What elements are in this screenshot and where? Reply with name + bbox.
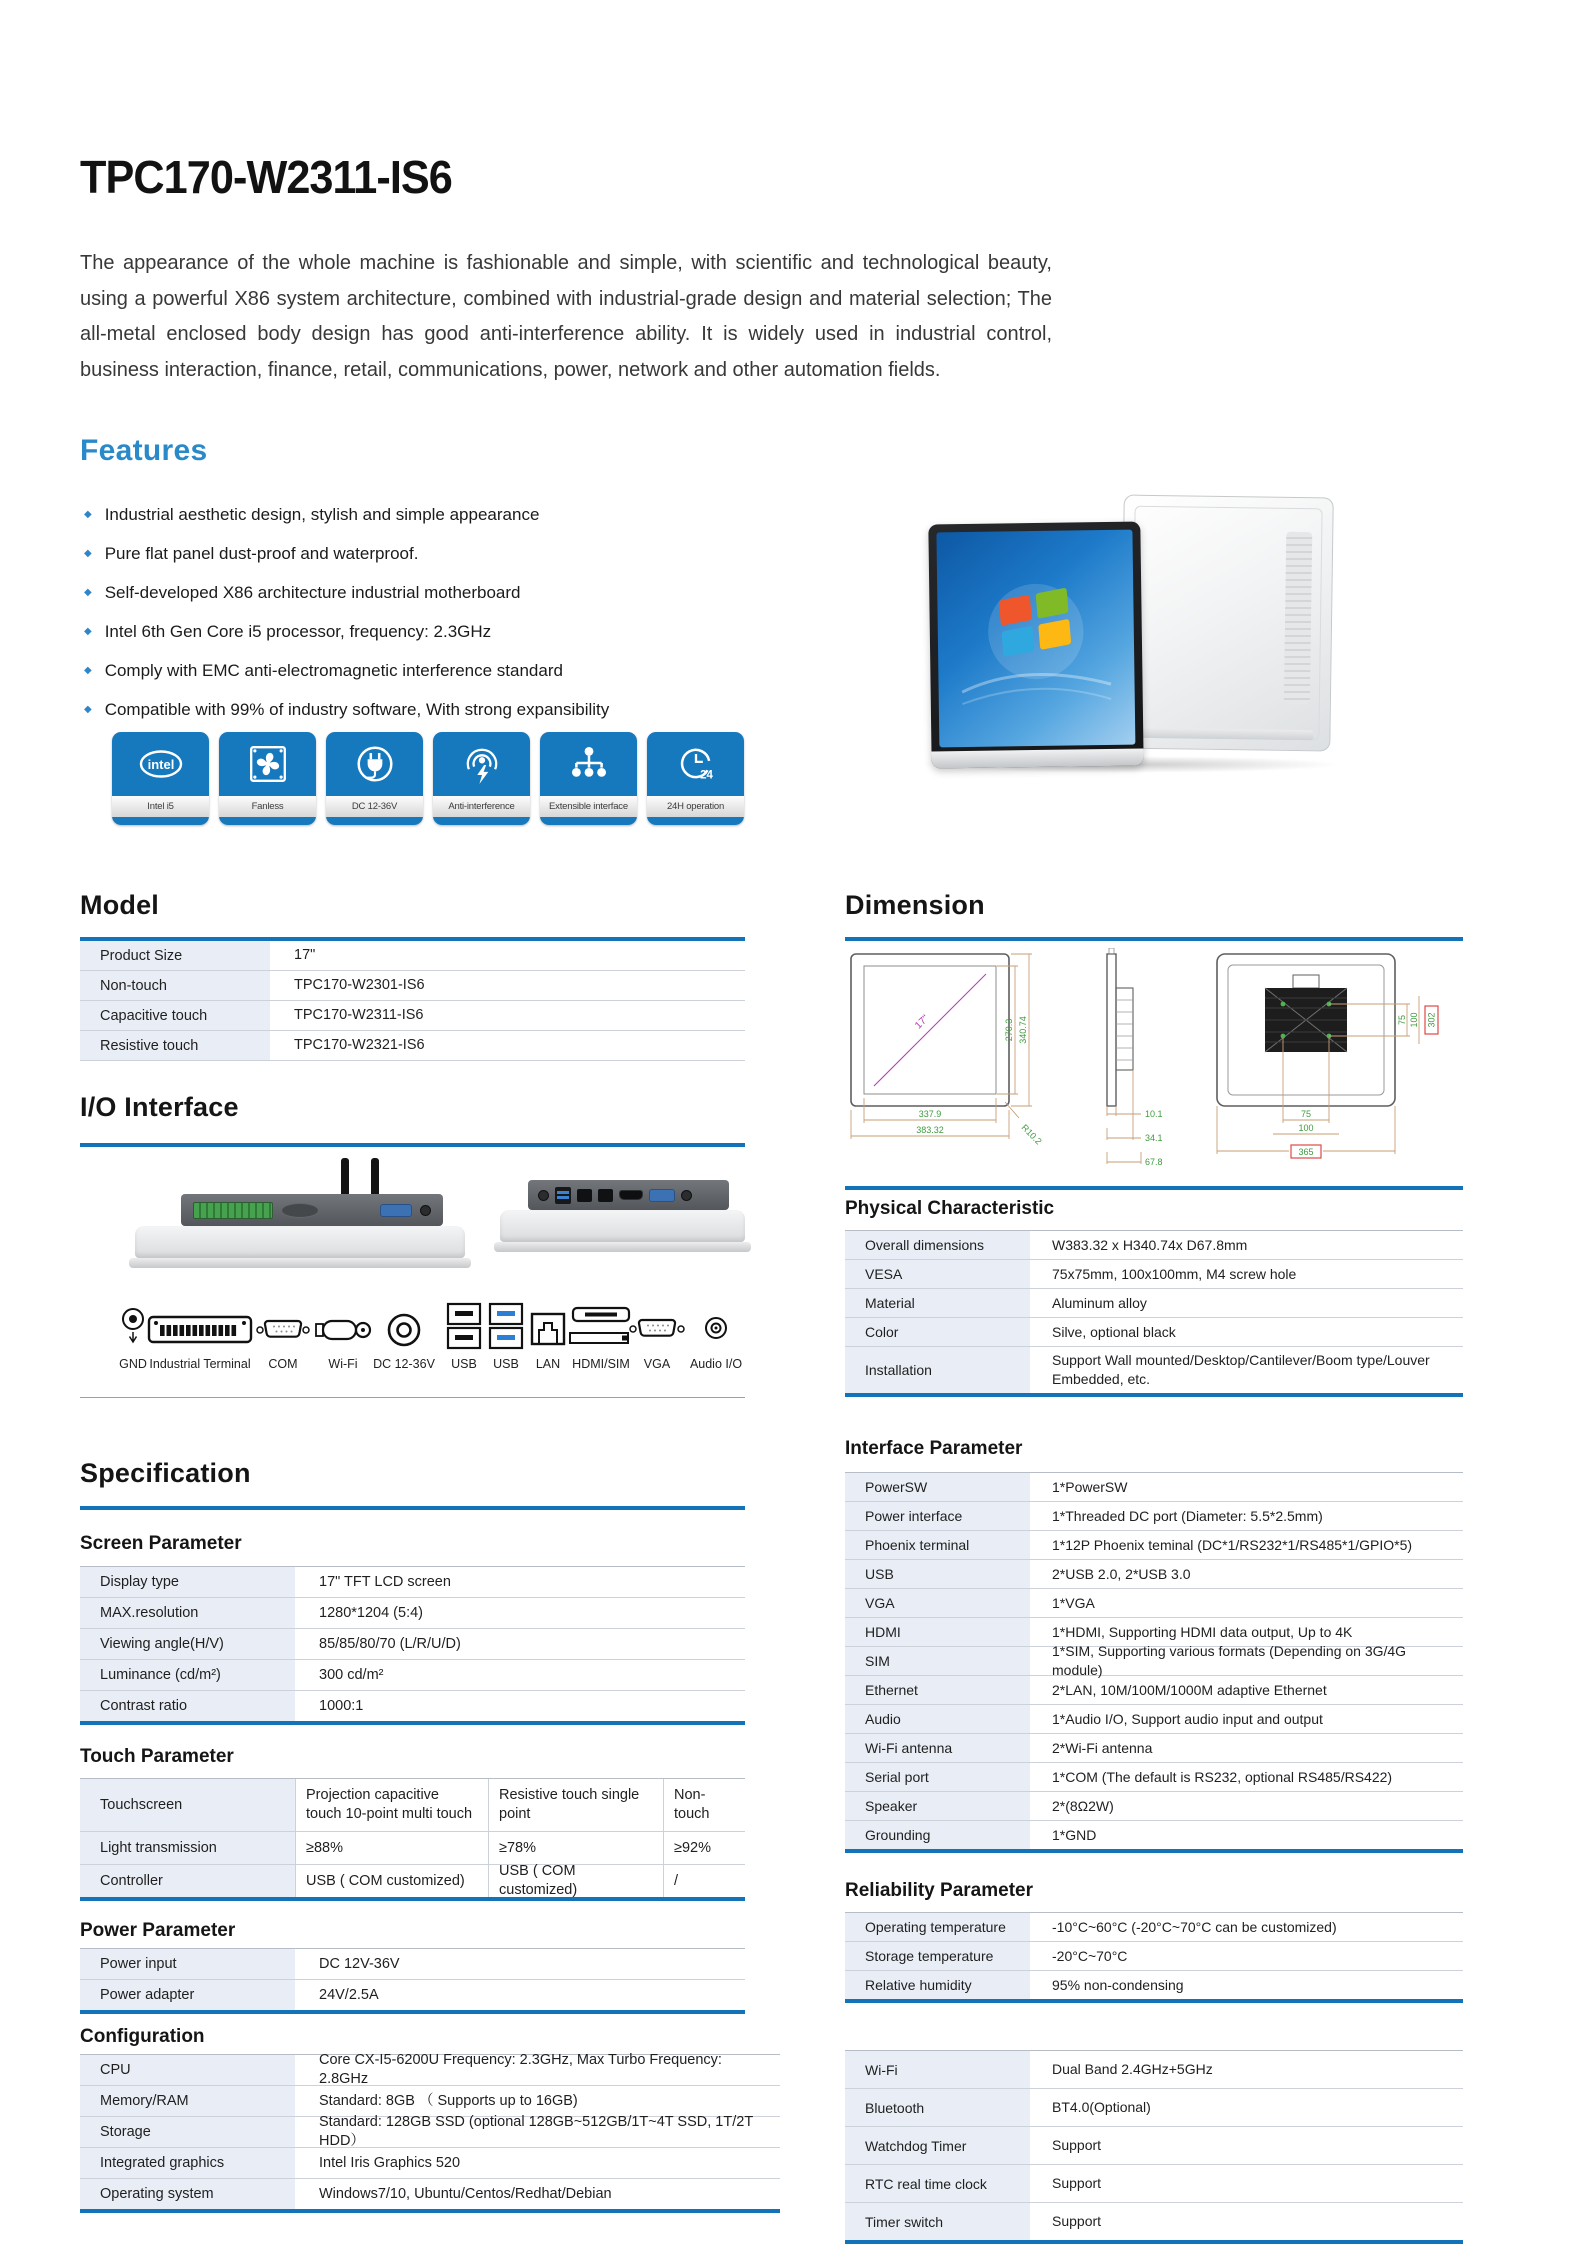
row-value: Dual Band 2.4GHz+5GHz <box>1052 2061 1213 2077</box>
svg-text:34.1: 34.1 <box>1145 1133 1163 1143</box>
row-label: Contrast ratio <box>80 1691 295 1721</box>
features-list <box>84 505 844 739</box>
table-row <box>845 1502 1463 1531</box>
table-row <box>845 1318 1463 1347</box>
row-value: W383.32 x H340.74x D67.8mm <box>1052 1236 1248 1253</box>
interface-section-title: Interface Parameter <box>845 1438 1023 1459</box>
antenna-base <box>420 1205 431 1216</box>
product-description: The appearance of the whole machine is fashionable and simple, with scientific and technological beauty, using a powerful X86 system architecture, combined with industrial-grade design and material selection; The all-metal enclosed body design has good anti-interference ability. It is widely used in industrial control, business interaction, finance, retail, communications, power, network and other automation fields. <box>80 252 1052 381</box>
table-row <box>845 1913 1463 1942</box>
table-row <box>845 1705 1463 1734</box>
row-label: USB <box>845 1560 1030 1588</box>
table-row <box>80 1567 745 1598</box>
port-label: HDMI/SIM <box>572 1357 630 1371</box>
port-usb3 <box>486 1300 526 1371</box>
row-value: 1*HDMI, Supporting HDMI data output, Up to 4K <box>1052 1623 1353 1640</box>
table-row <box>845 1734 1463 1763</box>
wifi-antenna <box>341 1158 349 1198</box>
row-label: Watchdog Timer <box>845 2127 1030 2164</box>
row-value: -20°C~70°C <box>1052 1947 1128 1964</box>
table-row <box>845 1473 1463 1502</box>
interface-table <box>845 1472 1463 1853</box>
row-value: 1*SIM, Supporting various formats (Depending on 3G/4G module) <box>1052 1643 1407 1678</box>
svg-text:75: 75 <box>1300 1109 1312 1119</box>
feature-text: Comply with EMC anti-electromagnetic interference standard <box>104 661 563 680</box>
row-label: Power interface <box>845 1502 1030 1530</box>
dimension-rear-view <box>1217 954 1438 1158</box>
row-value: 1*COM (The default is RS232, optional RS485/RS422) <box>1052 1768 1393 1785</box>
front-chin <box>931 749 1143 769</box>
svg-text:67.8: 67.8 <box>1145 1157 1163 1167</box>
row-label: VGA <box>845 1589 1030 1617</box>
table-row <box>845 2165 1463 2203</box>
feature-item <box>84 700 844 720</box>
port-audio <box>686 1300 746 1371</box>
reliability-table <box>845 1912 1463 2003</box>
row-value: 1*12P Phoenix teminal (DC*1/RS232*1/RS485*1/GPIO*5) <box>1052 1536 1413 1553</box>
specification-rule <box>80 1506 745 1510</box>
row-value: USB ( COM customized) <box>295 1865 488 1897</box>
badge-label: Anti-interference <box>433 796 530 817</box>
badge-dc-power <box>326 732 423 825</box>
dc-power-icon <box>354 743 396 785</box>
row-value: 17" TFT LCD screen <box>319 1573 451 1590</box>
device-body <box>135 1226 465 1258</box>
svg-text:75: 75 <box>1397 1014 1407 1026</box>
row-value: Windows7/10, Ubuntu/Centos/Redhat/Debian <box>319 2185 612 2202</box>
badge-extensible-interface <box>540 732 637 825</box>
row-value: TPC170-W2301-IS6 <box>294 977 425 993</box>
audio-icon <box>701 1306 731 1352</box>
features-heading: Features <box>80 434 208 467</box>
row-value: Standard: 128GB SSD (optional 128GB~512GB/1T~4T SSD, 1T/2T HDD） <box>319 2114 753 2149</box>
power-button <box>538 1190 549 1201</box>
product-rear-view <box>1120 495 1334 752</box>
wifi-antenna <box>371 1158 379 1198</box>
row-value: Intel Iris Graphics 520 <box>319 2154 461 2171</box>
physical-rule <box>845 1186 1463 1190</box>
svg-text:R10.2: R10.2 <box>1019 1122 1044 1147</box>
vga-port <box>380 1204 412 1217</box>
model-table <box>80 941 745 1061</box>
port-label: Industrial Terminal <box>149 1357 251 1371</box>
table-row <box>845 1792 1463 1821</box>
port-industrial-terminal <box>145 1300 255 1371</box>
row-label: Operating temperature <box>845 1913 1030 1941</box>
badge-fanless <box>219 732 316 825</box>
table-row <box>80 1691 745 1721</box>
row-label: Integrated graphics <box>80 2148 295 2178</box>
rear-stand <box>1137 728 1313 740</box>
svg-text:270.3: 270.3 <box>1004 1018 1014 1042</box>
anti-interference-icon <box>461 743 503 785</box>
table-row <box>80 1031 745 1061</box>
svg-text:10.1: 10.1 <box>1145 1109 1163 1119</box>
table-row <box>845 1971 1463 1999</box>
table-row <box>80 1629 745 1660</box>
row-label: Touchscreen <box>80 1779 295 1831</box>
svg-text:24: 24 <box>699 769 713 782</box>
product-screen <box>936 530 1135 748</box>
row-value: BT4.0(Optional) <box>1052 2099 1151 2115</box>
row-value: 24V/2.5A <box>319 1986 379 2003</box>
row-label: Installation <box>845 1347 1030 1393</box>
table-row <box>845 1821 1463 1849</box>
screen-table <box>80 1566 745 1725</box>
port-com <box>253 1300 313 1371</box>
table-row <box>80 1865 745 1897</box>
table-row <box>845 2203 1463 2240</box>
dimension-rule <box>845 937 1463 941</box>
vga-icon <box>628 1306 686 1352</box>
specification-section-title: Specification <box>80 1458 251 1488</box>
bullet-diamond-icon: ◆ <box>84 587 92 598</box>
table-row <box>845 1560 1463 1589</box>
badge-intel-i5 <box>112 732 209 825</box>
table-row <box>80 2114 780 2149</box>
row-label: Grounding <box>845 1821 1030 1849</box>
device-bezel-edge <box>494 1242 751 1252</box>
row-value: TPC170-W2311-IS6 <box>294 1007 424 1023</box>
fanless-icon <box>247 743 289 785</box>
power-parameter-title: Power Parameter <box>80 1920 236 1941</box>
intel-logo-icon <box>138 748 184 780</box>
row-label: Non-touch <box>80 971 270 1000</box>
row-value: ≥92% <box>663 1832 745 1864</box>
row-value: 1*Threaded DC port (Diameter: 5.5*2.5mm) <box>1052 1507 1323 1524</box>
lan-port <box>598 1189 613 1202</box>
port-label: Audio I/O <box>689 1357 743 1371</box>
dimension-side-view <box>1107 948 1163 1167</box>
lan-icon <box>528 1306 568 1352</box>
feature-badges <box>112 732 744 825</box>
wireless-table <box>845 2050 1463 2244</box>
vga-port <box>649 1189 675 1202</box>
row-label: Relative humidity <box>845 1971 1030 1999</box>
usb-ports <box>555 1187 571 1204</box>
row-value: 75x75mm, 100x100mm, M4 screw hole <box>1052 1265 1297 1282</box>
dimension-section-title: Dimension <box>845 890 985 920</box>
touch-table <box>80 1778 745 1901</box>
io-photo-left <box>135 1158 465 1268</box>
reliability-section-title: Reliability Parameter <box>845 1880 1033 1901</box>
lan-port <box>577 1189 592 1202</box>
row-label: Overall dimensions <box>845 1231 1030 1259</box>
svg-text:intel: intel <box>147 757 174 772</box>
row-value: 1280*1204 (5:4) <box>319 1604 423 1621</box>
row-value: DC 12V-36V <box>319 1955 400 1972</box>
vent-oval <box>281 1203 319 1218</box>
24h-operation-icon <box>675 743 717 785</box>
badge-24h-operation <box>647 732 744 825</box>
hdmi-port <box>619 1190 643 1200</box>
usb3-icon <box>487 1302 525 1352</box>
table-row <box>845 1260 1463 1289</box>
dc-jack-icon <box>384 1306 424 1352</box>
row-label: Power input <box>80 1949 295 1979</box>
svg-text:337.9: 337.9 <box>918 1109 942 1119</box>
badge-label: Extensible interface <box>540 796 637 817</box>
table-row <box>845 1531 1463 1560</box>
row-label: Product Size <box>80 941 270 970</box>
row-label: Storage <box>80 2117 295 2147</box>
table-row <box>80 1001 745 1031</box>
port-lan <box>526 1300 570 1371</box>
row-value: Support <box>1052 2213 1102 2229</box>
row-value: ≥78% <box>488 1832 663 1864</box>
table-row <box>80 1598 745 1629</box>
table-row <box>845 1942 1463 1971</box>
port-wifi <box>313 1300 373 1371</box>
svg-text:17": 17" <box>913 1013 932 1032</box>
port-usb2 <box>444 1300 484 1371</box>
row-label: Memory/RAM <box>80 2086 295 2116</box>
svg-text:302: 302 <box>1426 1012 1437 1028</box>
feature-item <box>84 505 844 525</box>
table-row <box>80 941 745 971</box>
industrial-terminal-icon <box>147 1306 253 1352</box>
row-label: Storage temperature <box>845 1942 1030 1970</box>
badge-anti-interference <box>433 732 530 825</box>
usb2-icon <box>445 1302 483 1352</box>
row-value: / <box>663 1865 745 1897</box>
table-row <box>80 2148 780 2179</box>
port-hdmi-sim <box>565 1300 637 1371</box>
row-label: Timer switch <box>845 2203 1030 2240</box>
row-label: Ethernet <box>845 1676 1030 1704</box>
audio-jack <box>681 1190 692 1201</box>
table-row <box>80 1980 745 2010</box>
port-label: USB <box>493 1357 519 1371</box>
row-value: Support <box>1052 2175 1102 2191</box>
row-label: Bluetooth <box>845 2089 1030 2126</box>
row-label: VESA <box>845 1260 1030 1288</box>
port-label: USB <box>451 1357 477 1371</box>
svg-text:100: 100 <box>1298 1123 1314 1133</box>
svg-text:365: 365 <box>1298 1147 1314 1157</box>
row-value: 95% non-condensing <box>1052 1976 1184 1993</box>
touch-parameter-title: Touch Parameter <box>80 1746 234 1767</box>
feature-item <box>84 622 844 642</box>
phoenix-terminal-port <box>193 1202 273 1219</box>
row-label: MAX.resolution <box>80 1598 295 1628</box>
row-label: Wi-Fi antenna <box>845 1734 1030 1762</box>
row-value: 1*VGA <box>1052 1594 1095 1611</box>
row-value: Resistive touch single point <box>488 1779 663 1831</box>
device-bezel-edge <box>129 1258 471 1268</box>
table-row <box>845 1289 1463 1318</box>
table-row <box>80 1660 745 1691</box>
feature-text: Industrial aesthetic design, stylish and simple appearance <box>104 505 540 524</box>
row-label: Luminance (cd/m²) <box>80 1660 295 1690</box>
row-label: RTC real time clock <box>845 2165 1030 2202</box>
badge-label: Intel i5 <box>112 796 209 817</box>
port-label: GND <box>119 1357 147 1371</box>
row-value: 2*Wi-Fi antenna <box>1052 1739 1153 1756</box>
row-value: ≥88% <box>295 1832 488 1864</box>
row-label: Serial port <box>845 1763 1030 1791</box>
row-label: Audio <box>845 1705 1030 1733</box>
row-value: USB ( COM customized) <box>488 1865 663 1897</box>
io-rule <box>80 1143 745 1147</box>
dimension-front-view <box>851 954 1044 1146</box>
row-value: -10°C~60°C (-20°C~70°C can be customized) <box>1052 1918 1337 1935</box>
bullet-diamond-icon: ◆ <box>84 509 92 520</box>
io-port-recess <box>528 1180 729 1210</box>
row-label: Operating system <box>80 2179 295 2209</box>
row-label: Color <box>845 1318 1030 1346</box>
gnd-icon <box>120 1306 146 1352</box>
row-label: Material <box>845 1289 1030 1317</box>
row-label: Light transmission <box>80 1832 295 1864</box>
power-table <box>80 1948 745 2014</box>
badge-label: Fanless <box>219 796 316 817</box>
configuration-table <box>80 2054 780 2213</box>
table-row <box>845 1347 1463 1393</box>
feature-text: Pure flat panel dust-proof and waterproof. <box>104 544 419 563</box>
badge-label: DC 12-36V <box>326 796 423 817</box>
bullet-diamond-icon: ◆ <box>84 626 92 637</box>
row-value: Standard: 8GB （ Supports up to 16GB) <box>319 2092 578 2109</box>
svg-text:340.74: 340.74 <box>1018 1016 1028 1044</box>
port-label: LAN <box>535 1357 561 1371</box>
port-label: COM <box>268 1357 298 1371</box>
product-front-view <box>928 522 1143 769</box>
row-label: Resistive touch <box>80 1031 270 1060</box>
row-value: Non-touch <box>663 1779 745 1831</box>
row-label: Wi-Fi <box>845 2051 1030 2088</box>
wifi-antenna-icon <box>314 1306 372 1352</box>
physical-table <box>845 1230 1463 1397</box>
extensible-interface-icon <box>568 743 610 785</box>
table-row <box>80 1949 745 1980</box>
rear-vents <box>1284 532 1312 704</box>
row-value: 17" <box>294 947 316 963</box>
table-row <box>845 1643 1463 1678</box>
table-row <box>80 1779 745 1832</box>
bullet-diamond-icon: ◆ <box>84 704 92 715</box>
row-value: TPC170-W2321-IS6 <box>294 1037 425 1053</box>
table-row <box>80 971 745 1001</box>
svg-text:100: 100 <box>1409 1012 1419 1028</box>
feature-text: Intel 6th Gen Core i5 processor, frequency: 2.3GHz <box>104 622 492 641</box>
row-label: CPU <box>80 2055 295 2085</box>
row-value: 85/85/80/70 (L/R/U/D) <box>319 1635 461 1652</box>
row-value: 2*LAN, 10M/100M/1000M adaptive Ethernet <box>1052 1681 1327 1698</box>
feature-item <box>84 583 844 603</box>
table-row <box>845 1676 1463 1705</box>
port-dc <box>369 1300 439 1371</box>
table-row <box>845 2089 1463 2127</box>
row-value: Support Wall mounted/Desktop/Cantilever/Boom type/Louver Embedded, etc. <box>1052 1352 1430 1387</box>
row-value: 2*USB 2.0, 2*USB 3.0 <box>1052 1565 1191 1582</box>
physical-section-title: Physical Characteristic <box>845 1198 1055 1219</box>
feature-text: Compatible with 99% of industry software, With strong expansibility <box>104 700 610 719</box>
port-vga <box>631 1300 683 1371</box>
row-value: 1*Audio I/O, Support audio input and output <box>1052 1710 1323 1727</box>
row-label: Speaker <box>845 1792 1030 1820</box>
row-label: Phoenix terminal <box>845 1531 1030 1559</box>
row-label: Power adapter <box>80 1980 295 2010</box>
io-photo-right <box>500 1168 745 1268</box>
row-value: 300 cd/m² <box>319 1666 384 1683</box>
row-value: Aluminum alloy <box>1052 1294 1147 1311</box>
row-label: Controller <box>80 1865 295 1897</box>
svg-text:383.32: 383.32 <box>916 1125 944 1135</box>
table-row <box>845 1763 1463 1792</box>
port-label: DC 12-36V <box>373 1357 435 1371</box>
row-label: PowerSW <box>845 1473 1030 1501</box>
io-port-recess <box>181 1194 443 1226</box>
bullet-diamond-icon: ◆ <box>84 548 92 559</box>
table-row <box>845 1231 1463 1260</box>
dimension-drawings <box>845 948 1463 1182</box>
table-row <box>845 1589 1463 1618</box>
feature-item <box>84 544 844 564</box>
model-section-title: Model <box>80 890 159 920</box>
table-row <box>845 2051 1463 2089</box>
row-value: Core CX-I5-6200U Frequency: 2.3GHz, Max Turbo Frequency: 2.8GHz <box>319 2052 722 2087</box>
io-section-title: I/O Interface <box>80 1092 239 1122</box>
row-label: Capacitive touch <box>80 1001 270 1030</box>
row-label: Display type <box>80 1567 295 1597</box>
row-value: Support <box>1052 2137 1102 2153</box>
port-label: Wi-Fi <box>328 1357 358 1371</box>
row-label: HDMI <box>845 1618 1030 1646</box>
com-icon <box>255 1306 311 1352</box>
feature-item <box>84 661 844 681</box>
table-row <box>80 2052 780 2087</box>
port-label: VGA <box>643 1357 671 1371</box>
hdmi-sim-icon <box>566 1304 636 1352</box>
table-row <box>80 2179 780 2209</box>
badge-label: 24H operation <box>647 796 744 817</box>
windows-logo-icon <box>960 567 1112 709</box>
bullet-diamond-icon: ◆ <box>84 665 92 676</box>
configuration-title: Configuration <box>80 2026 205 2047</box>
feature-text: Self-developed X86 architecture industrial motherboard <box>104 583 521 602</box>
row-value: 2*(8Ω2W) <box>1052 1797 1114 1814</box>
table-row <box>845 2127 1463 2165</box>
row-value: Projection capacitive touch 10-point multi touch <box>295 1779 488 1831</box>
io-divider <box>80 1397 745 1398</box>
row-label: Viewing angle(H/V) <box>80 1629 295 1659</box>
row-value: 1*PowerSW <box>1052 1478 1128 1495</box>
page-title: TPC170-W2311-IS6 <box>80 151 452 203</box>
row-value: 1*GND <box>1052 1826 1097 1843</box>
io-port-legend <box>80 1300 745 1380</box>
row-value: Silve, optional black <box>1052 1323 1176 1340</box>
row-label: SIM <box>845 1647 1030 1675</box>
row-value: 1000:1 <box>319 1697 364 1714</box>
screen-parameter-title: Screen Parameter <box>80 1533 242 1554</box>
table-row <box>80 1832 745 1865</box>
device-body <box>500 1210 745 1242</box>
